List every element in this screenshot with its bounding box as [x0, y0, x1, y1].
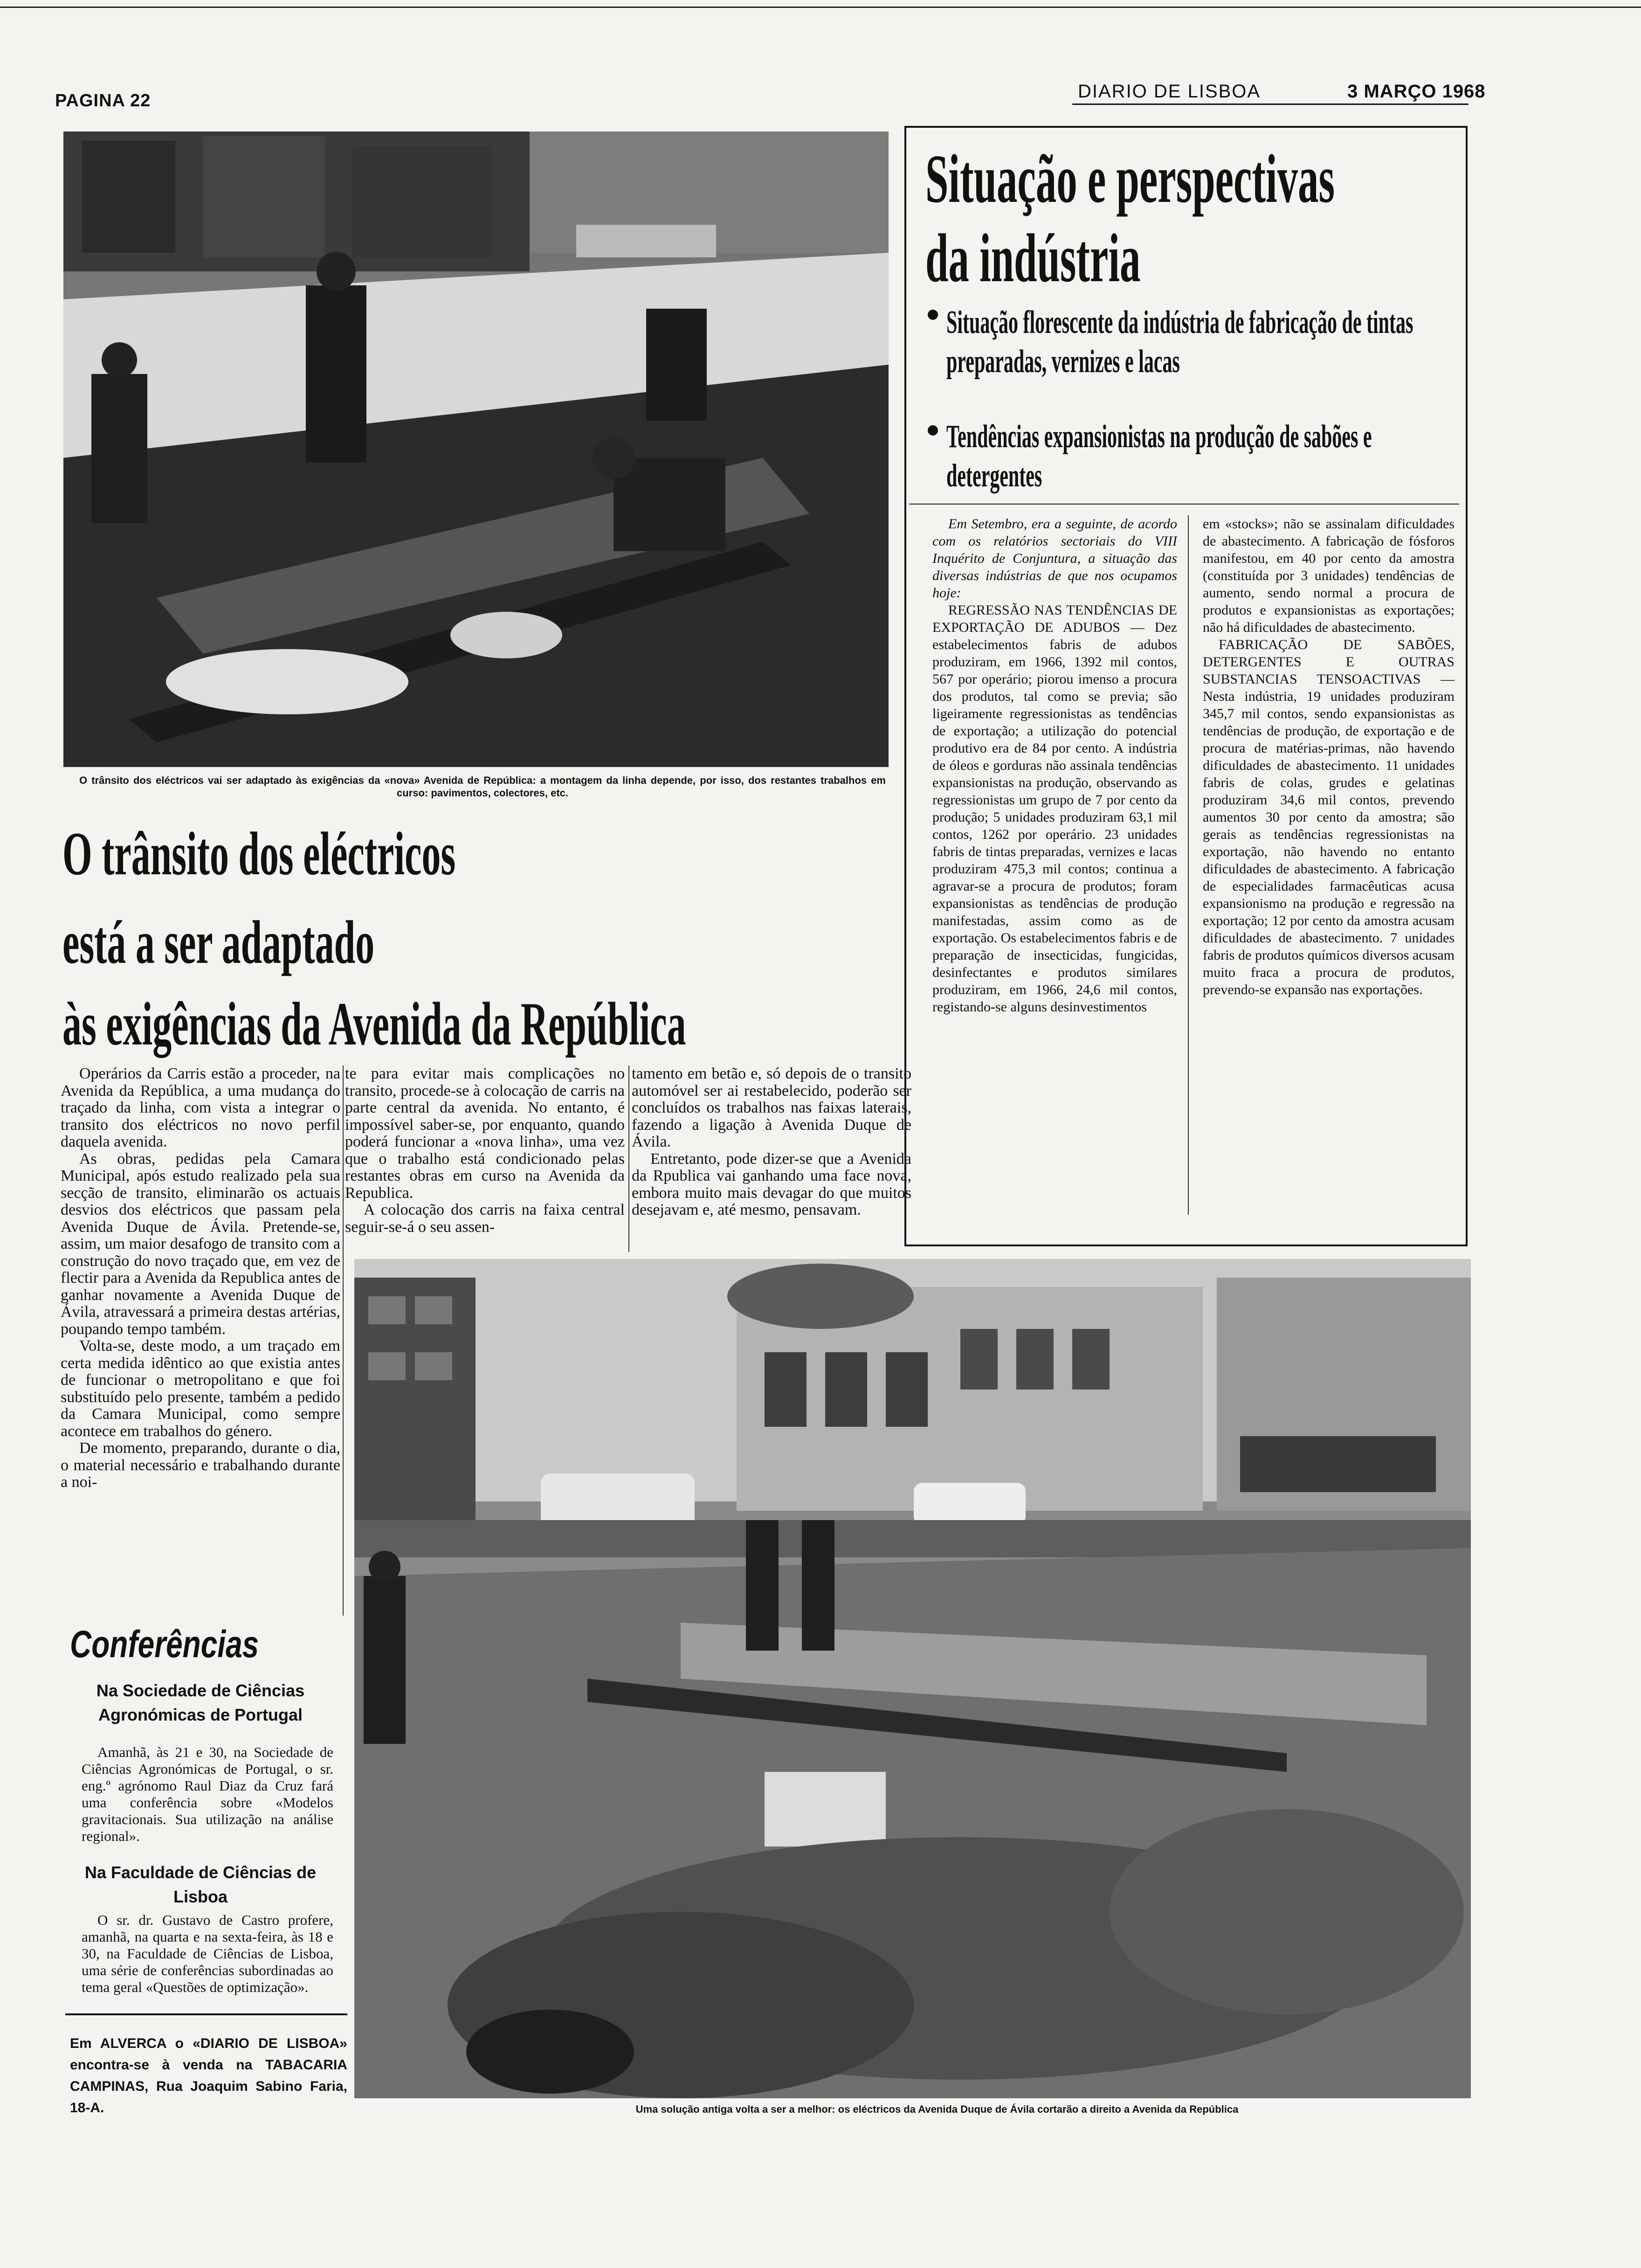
- industry-paragraph: REGRESSÃO NAS TENDÊNCIAS DE EXPORTAÇÃO DE ADUBOS — Dez estabelecimentos fabris de adubos produziram, em 1966, 1392 mil contos, 567 por operário; piorou imenso a procura dos produtos, tal como se previa; são ligeiramente regressionistas as tendências de exportação; a utilização do potencial produtivo era de 84 por cento. A indústria de óleos e gorduras não assinala tendências expansionistas na produção, observando as regressionistas um grupo de 7 por cento da produção; 5 unidades produziram 63,1 mil contos, 1262 por operário. 23 unidades fabris de tintas preparadas, vernizes e lacas produziram 475,3 mil contos; continua a agravar-se a procura de produtos; foram expansionistas as tendências de produção manifestadas, assim como as de exportação. Os estabelecimentos fabris e de preparação de insecticidas, fungicidas, desinfectantes e produtos similares produziram, em 1966, 24,6 mil contos, registando-se alguns desinvestimentos: [932, 602, 1177, 1015]
- article-paragraph: A colocação dos carris na faixa central seguir-se-á o seu assen-: [345, 1201, 625, 1236]
- article-paragraph: tamento em betão e, só depois de o transito automóvel ser ai restabelecido, poderão ser concluídos os trabalhos nas faixas laterais, fazendo a ligação à Avenida Duque de Ávila.: [632, 1065, 911, 1150]
- industry-title-line-1: Situação e perspectivas: [925, 141, 1335, 217]
- article-paragraph: Operários da Carris estão a proceder, na Avenida da República, a uma mudança do traçado da linha, com vista a integrar o transito dos eléctricos no novo perfil daquela avenida.: [61, 1065, 340, 1150]
- column-rule: [628, 1065, 629, 1252]
- industry-paragraph: em «stocks»; não se assinalam dificuldades de abastecimento. A fabricação de fósforos manifestou, em 40 por cento da amostra (constituída por 3 unidades) tendências de aumento, sendo normal a procura de produtos e expansionistas as exportações; não há dificuldades de abastecimento.: [1203, 516, 1455, 635]
- article-paragraph: As obras, pedidas pela Camara Municipal, após estudo realizado pela sua secção de transito, eliminarão os actuais desvios dos eléctricos que passam pela Avenida Duque de Ávila. Pretende-se, assim, um maior desafogo de transito com a construção do novo traçado que, em vez de flectir para a Avenida da Republica antes de ganhar novamente a Avenida Duque de Ávila, atravessará a primeira destas artérias, poupando tempo também.: [61, 1150, 340, 1338]
- notice-rule: [65, 2013, 347, 2015]
- header-rule: [1072, 104, 1469, 105]
- column-rule: [343, 1065, 344, 1616]
- article-paragraph: De momento, preparando, durante o dia, o material necessário e trabalhando durante a noi-: [61, 1439, 340, 1491]
- industry-title-line-2: da indústria: [925, 220, 1141, 297]
- conferences-heading: Conferências: [70, 1623, 259, 1666]
- top-border: [0, 0, 1641, 8]
- article-paragraph: Volta-se, deste modo, a um traçado em certa medida idêntico ao que existia antes de funcionar o metropolitano e que foi substituído pelo presente, também a pedido da Camara Municipal, como sempre acontece em trabalhos do género.: [61, 1337, 340, 1440]
- bullet-dot-icon: [928, 310, 938, 320]
- conference-1-text: [82, 1744, 333, 1845]
- article-paragraph: Entretanto, pode dizer-se que a Avenida da Rpublica vai ganhando uma face nova, embora muito mais devagar do que muitos desejavam e, até mesmo, pensavam.: [632, 1150, 911, 1218]
- article-paragraph: te para evitar mais complicações no transito, procede-se à colocação de carris na parte central da avenida. No entanto, é impossível saber-se, por enquanto, quando poderá funcionar a «nova linha», uma vez que o trabalho está condicionado pelas restantes obras em curso na Avenida da Republica.: [345, 1065, 625, 1202]
- tram-works-photo: [63, 131, 889, 767]
- industry-column-1: [932, 515, 1177, 1016]
- industry-highlight-1: Situação florescente da indústria de fabricação de tintas preparadas, vernizes e lacas: [946, 304, 1413, 380]
- conference-2-text: [82, 1912, 333, 1996]
- industry-paragraph: FABRICAÇÃO DE SABÕES, DETERGENTES E OUTRAS SUBSTANCIAS TENSOACTIVAS — Nesta indústria, 19 unidades produziram 345,7 mil contos, sendo expansionistas as tendências de produção, de exportação e de procura de matérias-primas, não havendo dificuldades de abastecimento. 11 unidades fabris de colas, grudes e gelatinas produziram 34,6 mil contos, prevendo aumentos 30 por cento da amostra; são gerais as tendências regressionistas na exportação, não havendo no entanto dificuldades de abastecimento. A fabricação de especialidades farmacêuticas acusa expansionismo na produção e regressão na exportação; 12 por cento da amostra acusam dificuldades de abastecimento. 7 unidades fabris de produtos químicos diversos acusam muito fraca a procura de produtos, prevendo-se expansão nas exportações.: [1203, 637, 1455, 997]
- industry-highlight-2: Tendências expansionistas na produção de sabões e detergentes: [946, 419, 1372, 494]
- newspaper-name: DIARIO DE LISBOA: [1078, 81, 1261, 102]
- conference-2-venue: Na Faculdade de Ciências de Lisboa: [84, 1863, 317, 1906]
- article-headline-line-3: às exigências da Avenida da República: [62, 989, 686, 1058]
- conference-1-body: Amanhã, às 21 e 30, na Sociedade de Ciências Agronómicas de Portugal, o sr. eng.º agrónomo Raul Diaz da Cruz fará uma conferência sobre «Modelos gravitacionais. Sua utilização na análise regional».: [82, 1744, 333, 1844]
- column-rule: [1188, 515, 1189, 1215]
- article-column-3: [632, 1065, 911, 1219]
- photo1-caption: O trânsito dos eléctricos vai ser adaptado às exigências da «nova» Avenida de República: a montagem da linha depende, por isso, dos restantes trabalhos em curso: pavimentos, colectores, etc.: [79, 774, 886, 799]
- bullet-dot-icon: [928, 425, 938, 436]
- article-column-2: [345, 1065, 625, 1236]
- box-divider: [909, 504, 1459, 505]
- conference-1-venue: Na Sociedade de Ciências Agronómicas de Portugal: [96, 1681, 305, 1724]
- photo2-caption: Uma solução antiga volta a ser a melhor: os eléctricos da Avenida Duque de Ávila cortarão a direito a Avenida da República: [635, 2103, 1239, 2115]
- industry-column-2: [1203, 515, 1455, 998]
- issue-date: 3 MARÇO 1968: [1347, 81, 1486, 102]
- page-number: PAGINA 22: [55, 91, 151, 111]
- industry-intro: Em Setembro, era a seguinte, de acordo com os relatórios sectoriais do VIII Inquérito de Conjuntura, a situação das diversas indústrias de que nos ocupamos hoje:: [932, 516, 1177, 601]
- article-headline-line-2: está a ser adaptado: [62, 908, 375, 976]
- article-headline-line-1: O trânsito dos eléctricos: [62, 819, 456, 888]
- article-column-1: [61, 1065, 340, 1491]
- conference-2-body: O sr. dr. Gustavo de Castro profere, amanhã, na quarta e na sexta-feira, às 18 e 30, na Faculdade de Ciências de Lisboa, uma série de conferências subordinadas ao tema geral «Questões de optimização».: [82, 1912, 333, 1995]
- sales-notice: Em ALVERCA o «DIARIO DE LISBOA» encontra-se à venda na TABACARIA CAMPINAS, Rua Joaquim Sabino Faria, 18-A.: [70, 2036, 347, 2116]
- avenue-square-photo: [354, 1259, 1471, 2098]
